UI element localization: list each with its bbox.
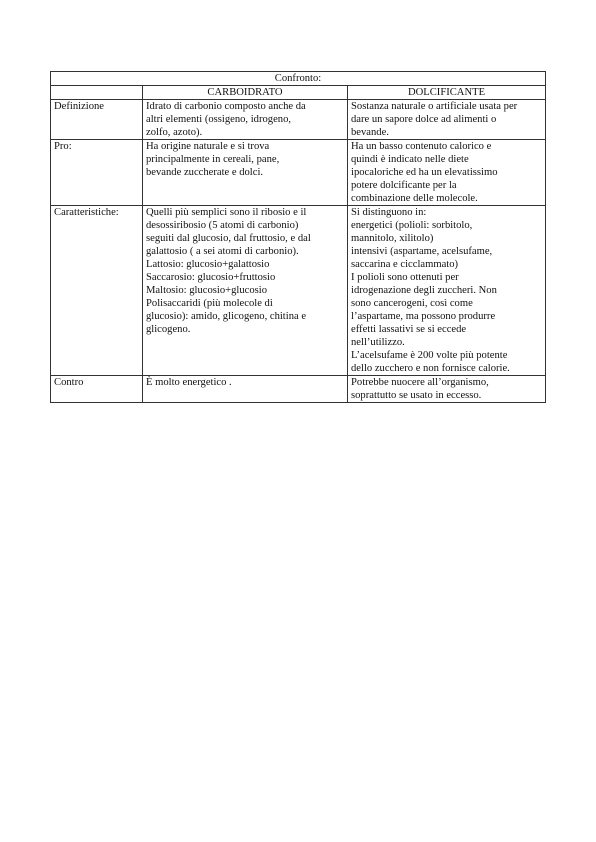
cell-line: Quelli più semplici sono il ribosio e il <box>146 207 307 218</box>
cell-line: Lattosio: glucosio+galattosio <box>146 259 270 270</box>
cell-line: bevande zuccherate e dolci. <box>146 167 264 178</box>
cell-line: principalmente in cereali, pane, <box>146 154 280 165</box>
cell-line: Saccarosio: glucosio+fruttosio <box>146 272 276 283</box>
cell-line: È molto energetico . <box>146 377 232 388</box>
cell-line: zolfo, azoto). <box>146 127 203 138</box>
cell-line: Ha un basso contenuto calorico e <box>351 141 492 152</box>
carboidrato-cell <box>143 376 348 403</box>
row-label: Definizione <box>51 100 143 140</box>
cell-line: dare un sapore dolce ad alimenti o <box>351 114 497 125</box>
table-row-definizione <box>51 100 546 140</box>
cell-line: ipocaloriche ed ha un elevatissimo <box>351 167 498 178</box>
dolcificante-cell <box>348 206 546 376</box>
cell-line: Si distinguono in: <box>351 207 427 218</box>
cell-line: desossiribosio (5 atomi di carbonio) <box>146 220 299 231</box>
header-row <box>51 86 546 100</box>
row-label: Contro <box>51 376 143 403</box>
cell-line: seguiti dal glucosio, dal fruttosio, e dal <box>146 233 311 244</box>
cell-line: dello zucchero e non fornisce calorie. <box>351 363 510 374</box>
header-carboidrato: CARBOIDRATO <box>143 86 348 100</box>
header-empty-cell <box>51 86 143 100</box>
comparison-table <box>50 71 546 403</box>
cell-line: effetti lassativi se si eccede <box>351 324 467 335</box>
cell-line: energetici (polioli: sorbitolo, <box>351 220 473 231</box>
header-dolcificante: DOLCIFICANTE <box>348 86 546 100</box>
carboidrato-cell <box>143 100 348 140</box>
table-row-pro <box>51 140 546 206</box>
carboidrato-cell <box>143 140 348 206</box>
cell-line: Idrato di carbonio composto anche da <box>146 101 306 112</box>
caption-row <box>51 72 546 86</box>
carboidrato-cell <box>143 206 348 376</box>
cell-line: mannitolo, xilitolo) <box>351 233 434 244</box>
cell-line: L’acelsufame è 200 volte più potente <box>351 350 508 361</box>
dolcificante-cell <box>348 100 546 140</box>
table-caption: Confronto: <box>51 72 546 86</box>
cell-line: nell’utilizzo. <box>351 337 405 348</box>
cell-line: Ha origine naturale e si trova <box>146 141 270 152</box>
cell-line: galattosio ( a sei atomi di carbonio). <box>146 246 299 257</box>
cell-line: soprattutto se usato in eccesso. <box>351 390 482 401</box>
cell-line: Potrebbe nuocere all’organismo, <box>351 377 489 388</box>
cell-line: intensivi (aspartame, acelsufame, <box>351 246 493 257</box>
dolcificante-cell <box>348 140 546 206</box>
cell-line: Polisaccaridi (più molecole di <box>146 298 273 309</box>
cell-line: potere dolcificante per la <box>351 180 457 191</box>
cell-line: l’aspartame, ma possono produrre <box>351 311 496 322</box>
cell-line: saccarina e cicclammato) <box>351 259 459 270</box>
cell-line: bevande. <box>351 127 389 138</box>
cell-line: sono cancerogeni, così come <box>351 298 473 309</box>
cell-line: idrogenazione degli zuccheri. Non <box>351 285 497 296</box>
cell-line: Maltosio: glucosio+glucosio <box>146 285 268 296</box>
row-label: Pro: <box>51 140 143 206</box>
table-row-caratteristiche <box>51 206 546 376</box>
cell-line: Sostanza naturale o artificiale usata per <box>351 101 518 112</box>
cell-line: glucosio): amido, glicogeno, chitina e <box>146 311 307 322</box>
table-row-contro <box>51 376 546 403</box>
cell-line: altri elementi (ossigeno, idrogeno, <box>146 114 292 125</box>
cell-line: glicogeno. <box>146 324 191 335</box>
cell-line: quindi è indicato nelle diete <box>351 154 469 165</box>
cell-line: combinazione delle molecole. <box>351 193 478 204</box>
cell-line: I polioli sono ottenuti per <box>351 272 459 283</box>
row-label: Caratteristiche: <box>51 206 143 376</box>
dolcificante-cell <box>348 376 546 403</box>
